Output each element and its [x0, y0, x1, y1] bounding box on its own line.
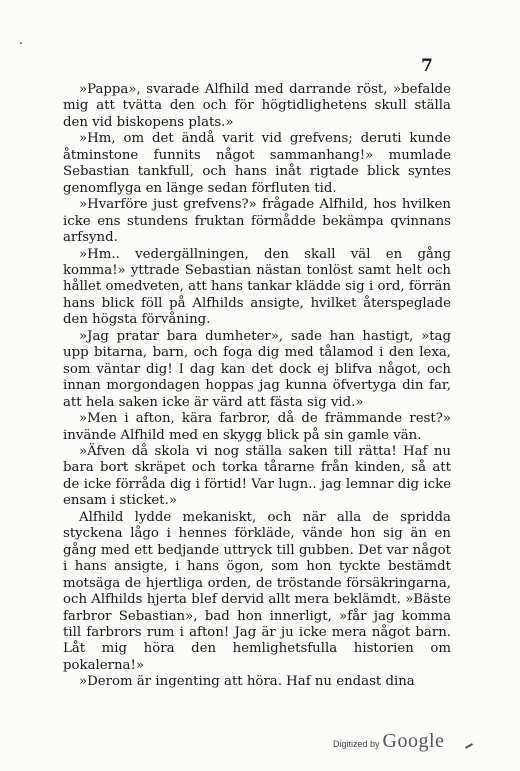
paragraph: »Äfven då skola vi nog ställa saken till rätta! Haf nu bara bort skräpet och torka tårarne från kinden, så att de icke förråda dig i förtid! Var lugn.. jag lemnar dig icke ensam i sticket.»	[63, 443, 451, 509]
google-logo: Google	[382, 730, 445, 752]
paragraph: »Hm.. vedergällningen, den skall väl en gång komma!» yttrade Sebastian nästan tonlöst samt helt och hållet omedveten, att hans tankar klädde sig i ord, förrän hans blick föll på Alfhilds ansigte, hvilket återspeglade den högsta förvåning.	[63, 246, 451, 328]
paragraph: »Jag pratar bara dumheter», sade han hastigt, »tag upp bitarna, barn, och foga dig med tålamod i den lexa, som väntar dig! I dag kan det dock ej blifva något, och innan morgondagen hoppas jag kunna öfvertyga din far, att hela saken icke är värd att fästa sig vid.»	[63, 328, 451, 410]
digitized-by-label: Digitized by	[333, 739, 380, 749]
paragraph: »Pappa», svarade Alfhild med darrande röst, »befalde mig att tvätta den och för högtidlighetens skull ställa den vid biskopens plats.»	[63, 82, 451, 130]
paragraph: »Men i afton, kära farbror, då de främmande rest?» invände Alfhild med en skygg blick på sin gamle vän.	[63, 411, 451, 443]
paragraph: »Hvarföre just grefvens?» frågade Alfhild, hos hvilken icke ens stundens fruktan förmådde bekämpa qvinnans arfsynd.	[63, 197, 451, 246]
margin-mark	[465, 743, 473, 749]
paragraph: Alfhild lydde mekaniskt, och när alla de spridda styckena lågo i hennes förkläde, vände hon sig än en gång med ett bedjande uttryck till gubben. Det var något i hans ansigte, i hans ögon, som hon tyckte bestämdt motsäga de hjertliga orden, de tröstande försäkringarna, och Alfhilds hjerta blef dervid allt mera beklämdt. »Bäste farbror Sebastian», bad hon innerligt, »får jag komma till farbrors rum i afton! Jag är ju icke mera något barn. Låt mig höra den hemlighetsfulla historien om pokalerna!»	[63, 509, 451, 673]
digitization-watermark	[333, 730, 444, 753]
paragraph: »Hm, om det ändå varit vid grefvens; deruti kunde åtminstone funnits något sammanhang!» mumlade Sebastian tankfull, och hans inåt rigtade blick syntes genomflyga en länge sedan förfluten tid.	[63, 131, 451, 196]
page-number: 7	[421, 56, 433, 76]
paragraph: »Derom är ingenting att höra. Haf nu endast dina	[79, 674, 415, 690]
margin-speck	[20, 42, 22, 44]
body-text	[63, 82, 451, 691]
